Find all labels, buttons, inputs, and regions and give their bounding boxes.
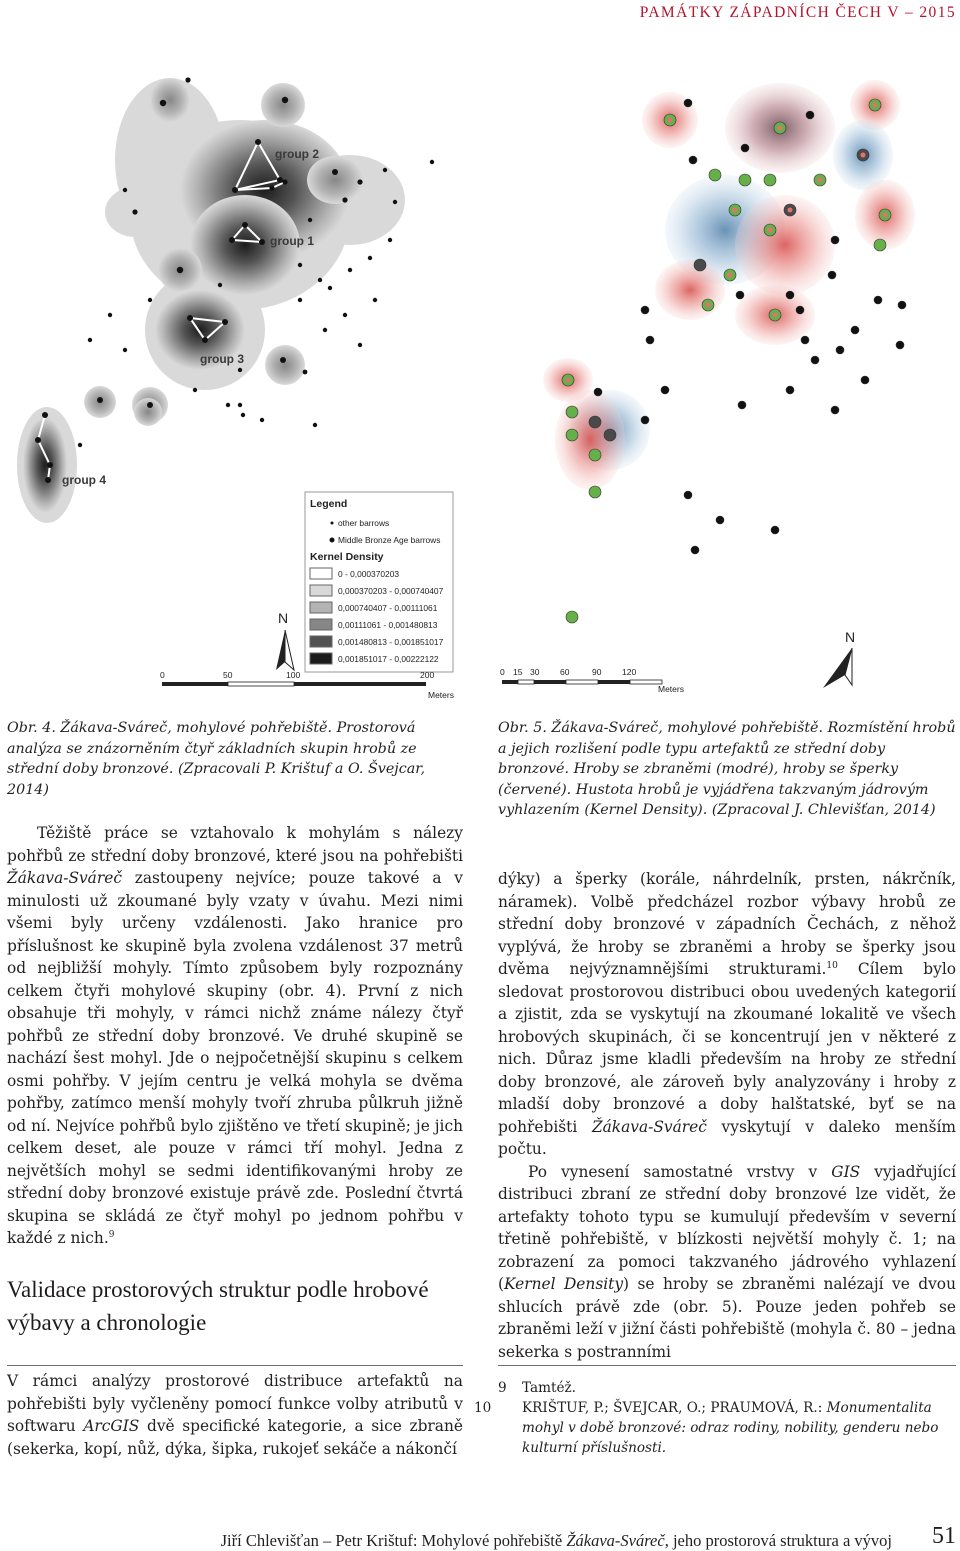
figure-4-caption-lead: Obr. 4.	[7, 720, 56, 736]
kernel-density-surface	[17, 78, 405, 523]
map-legend	[305, 492, 453, 672]
footer-site: Žákava-Sváreč	[566, 1531, 665, 1550]
scale-unit: Meters	[658, 684, 684, 694]
body-paragraph	[498, 1161, 956, 1364]
left-column-text-2	[7, 1370, 463, 1460]
body-paragraph	[7, 1370, 463, 1460]
footnote-ref: 9	[108, 1229, 115, 1240]
group-label: group 4	[62, 473, 106, 487]
text-run-italic: ArcGIS	[83, 1417, 140, 1435]
text-run-italic: Žákava-Sváreč	[7, 869, 122, 887]
legend-other-barrows: other barrows	[338, 518, 390, 528]
scale-tick: 200	[420, 670, 435, 680]
footnote-title: Monumentalita mohyl v době bronzové: odraz rodiny, nobility, genderu nebo kulturní příslušnosti.	[522, 1400, 939, 1456]
text-run: Po vynesení samostatné vrstvy v	[528, 1162, 832, 1181]
legend-swatch	[310, 585, 332, 596]
page-number: 51	[932, 1523, 956, 1549]
north-label: N	[278, 610, 289, 626]
footnote-text: KRIŠTUF, P.; ŠVEJCAR, O.; PRAUMOVÁ, R.:	[522, 1400, 827, 1416]
legend-swatch	[310, 619, 332, 630]
kernel-density-layers	[543, 80, 915, 490]
legend-swatch	[310, 636, 332, 647]
text-run-italic: Kernel Density	[504, 1275, 624, 1293]
scale-tick: 0	[160, 670, 165, 680]
footnote-number: 10	[474, 1400, 492, 1416]
footer-title: , jeho prostorová struktura a vývoj	[664, 1531, 892, 1550]
text-run: V rámci analýzy prostorové distribuce artefaktů na pohřebišti byly vyčleněny pomocí funkce volby atributů v softwaru	[7, 1372, 463, 1435]
scale-tick: 60	[560, 667, 570, 677]
left-column-text	[7, 822, 463, 1250]
figure-5-caption-text: Žákava-Sváreč, mohylové pohřebiště. Rozmístění hrobů a jejich rozlišení podle typu artefaktů ze střední doby bronzové. Hroby se zbraněmi (modré), hroby se šperky (červené). Hustota hrobů je vyjádřena takzvaným jádrovým vyhlazením (Kernel Density). (Zpracoval J. Chlevišťan, 2014)	[498, 720, 956, 818]
legend-range-label: 0 - 0,000370203	[338, 569, 400, 579]
legend-range-label: 0,00111061 - 0,001480813	[338, 620, 438, 630]
legend-swatch	[310, 602, 332, 613]
scale-tick: 100	[286, 670, 301, 680]
scale-tick: 120	[622, 667, 637, 677]
text-run: zastoupeny nejvíce; pouze takové a v minulosti už zkoumané byly vzaty v úvahu. Mezi nimi všemi byly určeny vzdálenosti. Jako hranice pro příslušnost ke skupině byla zvolena vzdálenost 37 metrů od nejbližší mohyly. Tímto způsobem byly rozpoznány celkem čtyři mohylové skupiny (obr. 4). První z nich obsahuje tři mohyly, v rámci nichž známe nálezy čtyř pohřbů ze střední doby bronzové. Ve druhé skupině se nachází šest mohyl. Jde o nejpočetnější skupinu s celkem osmi pohřby. V jejím centru je velká mohyla se dvěma pohřby, zatímco menší mohyly tvoří zhruba půlkruh jižně od ní. Nejvíce pohřbů bylo zjištěno ve třetí skupině; je jich celkem deset, ale pouze v rámci tří mohyl. Jedna z největších mohyl se sedmi identifikovanými hroby ze střední doby bronzové existuje právě zde. Poslední čtvrtá skupina se skládá ze čtyř mohyl po jednom pohřbu v každé z nich.	[7, 869, 463, 1247]
group-label: group 3	[200, 352, 244, 366]
text-run: Těžiště práce se vztahovalo k mohylám s nálezy pohřbů ze střední doby bronzové, které jsou na pohřebišti	[7, 824, 463, 865]
legend-swatch	[310, 568, 332, 579]
scale-unit: Meters	[428, 690, 454, 700]
section-heading: Validace prostorových struktur podle hrobové výbavy a chronologie	[7, 1277, 429, 1335]
text-run: ) se hroby se zbraněmi nalézají ve dvou shlucích právě zde (obr. 5). Pouze jeden pohřeb se zbraněmi leží v jižní části pohřebiště (mohyla č. 80 – jedna sekerka s postranními	[498, 1275, 956, 1361]
figure-5-map	[480, 60, 960, 705]
text-run: Cílem bylo sledovat prostorovou distribuci obou uvedených kategorií a zjistit, zda se vyskytují na zkoumané lokalitě ve všech hrobových skupinách, či se koncentrují jen v některé z nich. Důraz jsme kladli především na hroby ze střední doby bronzové, ale zároveň byly analyzovány i hroby z mladší doby bronzové a doby halštatské, byť se na pohřebišti	[498, 960, 957, 1136]
scale-tick: 30	[530, 667, 540, 677]
scale-tick: 90	[592, 667, 602, 677]
text-run-italic: Žákava-Sváreč	[591, 1117, 707, 1136]
running-head: PAMÁTKY ZÁPADNÍCH ČECH V – 2015	[639, 4, 956, 21]
right-column-text	[498, 868, 956, 1363]
north-label: N	[845, 629, 856, 645]
footnote-ref: 10	[826, 960, 838, 971]
footer-authors: Jiří Chlevišťan – Petr Krištuf: Mohylové pohřebiště	[220, 1531, 567, 1550]
scale-bar	[160, 670, 454, 700]
footnote-9	[498, 1378, 956, 1398]
legend-range-label: 0,000370203 - 0,000740407	[338, 586, 444, 596]
legend-range-label: 0,001480813 - 0,001851017	[338, 637, 444, 647]
legend-kd-title: Kernel Density	[310, 551, 384, 563]
figure-4-caption-text: Žákava-Sváreč, mohylové pohřebiště. Prostorová analýza se znázorněním čtyř základních skupin hrobů ze střední doby bronzové. (Zpracovali P. Krištuf a O. Švejcar, 2014)	[7, 720, 426, 798]
legend-range-label: 0,001851017 - 0,00222122	[338, 654, 439, 664]
text-run: vyjadřující distribuci zbraní ze střední doby bronzové lze vidět, že artefakty tohoto typu se kumulují především v severní třetině pohřebiště, v blízkosti největší mohyly č. 1; na zobrazení za pomoci takzvaného jádrového vyhlazení (	[498, 1162, 956, 1293]
scale-tick: 15	[513, 667, 523, 677]
footnote-text: Tamtéž.	[522, 1380, 576, 1396]
figure-4-map	[0, 60, 480, 705]
footnote-number: 9	[498, 1380, 507, 1396]
north-arrow	[823, 629, 855, 688]
legend-title: Legend	[310, 498, 348, 510]
scale-tick: 0	[500, 667, 505, 677]
scale-tick: 50	[223, 670, 233, 680]
footnote-10	[474, 1398, 956, 1458]
text-run: dvě specifické kategorie, a sice zbraně (sekerka, kopí, nůž, dýka, šipka, rukojeť sekáče a nákončí	[7, 1417, 463, 1458]
figure-4-caption	[7, 718, 467, 800]
legend-range-label: 0,000740407 - 0,00111061	[338, 603, 438, 613]
body-paragraph	[498, 868, 956, 1161]
figure-5-caption-lead: Obr. 5.	[498, 720, 547, 736]
body-paragraph	[7, 822, 463, 1250]
group-label: group 1	[270, 234, 314, 248]
figure-5-caption	[498, 718, 958, 821]
north-arrow	[276, 610, 294, 670]
footnotes	[474, 1378, 956, 1458]
legend-mba-barrows: Middle Bronze Age barrows	[338, 535, 441, 545]
divider	[498, 1365, 956, 1366]
legend-swatch	[310, 653, 332, 664]
group-label: group 2	[275, 147, 319, 161]
text-run: vyskytují v daleko menším počtu.	[498, 1117, 956, 1158]
divider	[7, 1365, 463, 1366]
text-run-italic: GIS	[831, 1162, 861, 1181]
text-run: dýky) a šperky (korále, náhrdelník, prsten, nákrčník, náramek). Volbě předcházel rozbor výbavy hrobů ze střední doby bronzové v západních Čechách, z něhož vyplývá, že hroby se zbraněmi a hroby se šperky jsou dvěma nejvýznamnějšími strukturami.	[498, 870, 956, 978]
scale-bar	[500, 667, 684, 694]
footer-text	[221, 1531, 892, 1551]
